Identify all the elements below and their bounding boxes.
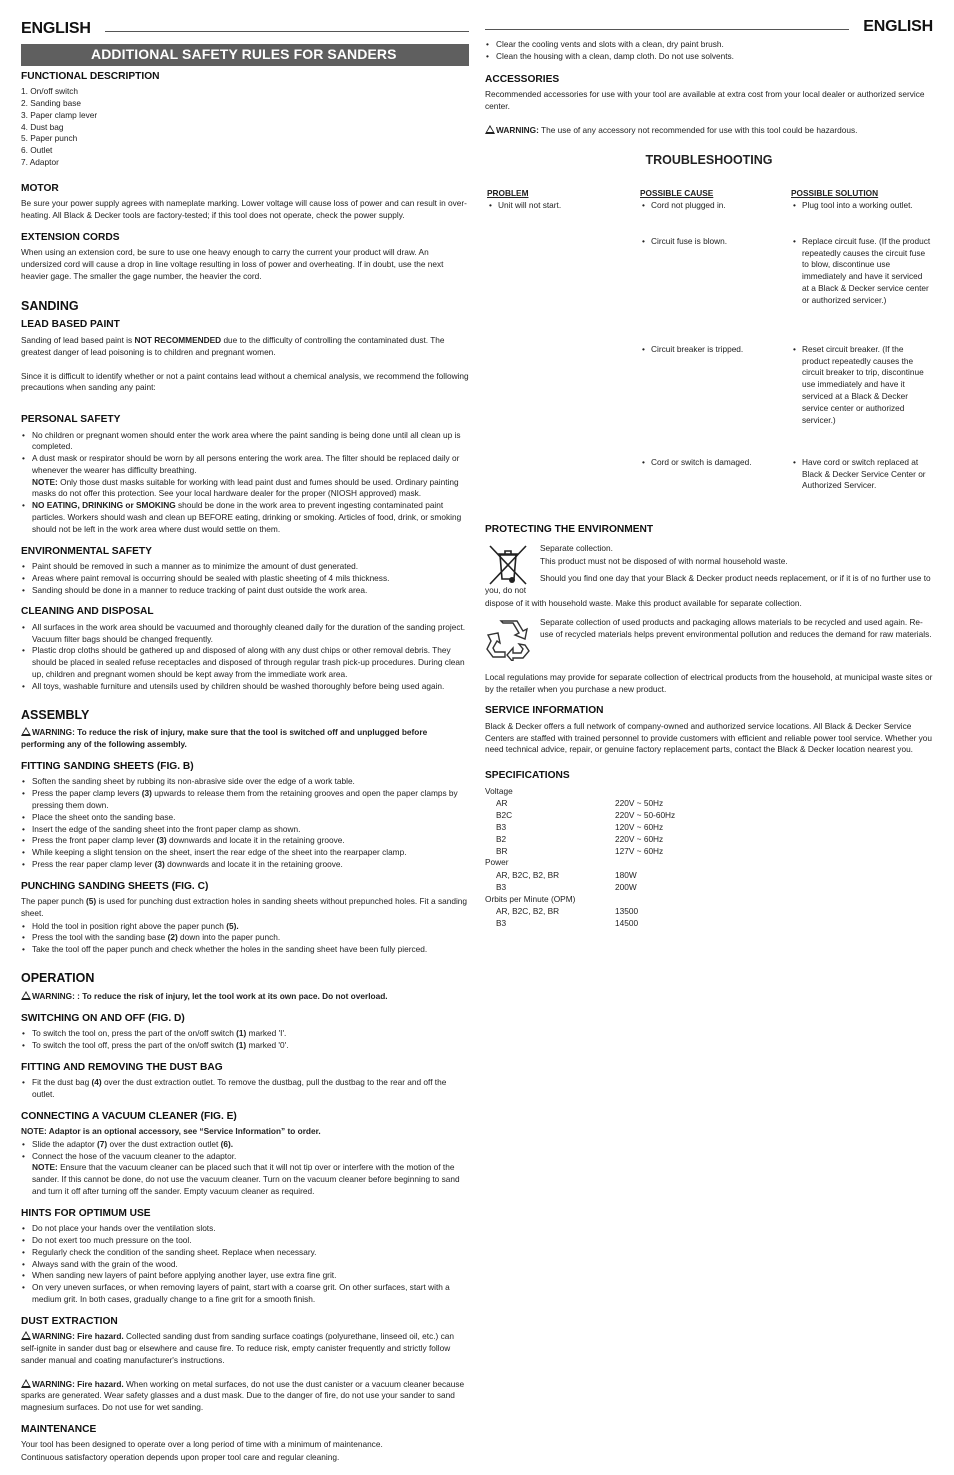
list-item: 3. Paper clamp lever — [21, 109, 98, 120]
list-item: 2. Sanding base — [21, 98, 81, 109]
environment-title: PROTECTING THE ENVIRONMENT — [485, 523, 654, 535]
list-item: • Clean the housing with a clean, damp cloth. Do not use solvents. — [485, 51, 933, 63]
spec-group-label: Orbits per Minute (OPM) — [485, 893, 576, 904]
warning-icon — [21, 991, 31, 1000]
assembly-title: ASSEMBLY — [21, 707, 90, 722]
dust-warning-2: WARNING: Fire hazard. When working on metal surfaces, do not use the dust canister or a vacuum cleaner because sparks are generated. Wear safety glasses and a dust mask. Due to the danger of fire, do not use your sander to sand magnesium surfaces. Do not use for wet sanding. — [21, 1378, 465, 1413]
list-item: • Plastic drop cloths should be gathered up and disposed of along with any dust chips or other removal debris. They should be placed in sealed refuse receptacles and disposed of through regular trash pick-up procedures. During clean up, children and pregnant women should be kept away from the immediate work area. — [21, 645, 469, 680]
list-item: • NO EATING, DRINKING or SMOKING should be done in the work area to prevent ingesting contaminated paint particles. Workers should wash and clean up BEFORE eating, drinking or smoking. Articles of food, drink, or smoking should not be left in the work area where dust would settle on them. — [21, 500, 469, 535]
list-item: • Areas where paint removal is occurring should be sealed with plastic sheeting of 4 mils thickness. — [21, 573, 469, 585]
spec-row: B3 200W — [496, 881, 637, 892]
dust-extraction-title: DUST EXTRACTION — [21, 1315, 118, 1327]
weee-text: Separate collection. This product must not be disposed of with normal household waste. — [540, 543, 788, 567]
spec-group-label: Power — [485, 857, 509, 868]
environmental-title: ENVIRONMENTAL SAFETY — [21, 545, 152, 557]
list-item: • Always sand with the grain of the wood. — [21, 1259, 469, 1271]
spec-row: BR 127V ~ 60Hz — [496, 845, 664, 856]
switching-title: SWITCHING ON AND OFF (FIG. D) — [21, 1012, 185, 1024]
environment-text-4: dispose of it with household waste. Make this product available for separate collection. — [485, 597, 802, 608]
list-item: • Hold the tool in position right above the paper punch (5). — [21, 921, 469, 933]
switching-list — [21, 1028, 469, 1052]
spec-row: B2C 220V ~ 50-60Hz — [496, 810, 676, 821]
lead-text: Sanding of lead based paint is NOT RECOMMENDED due to the difficulty of controlling the contaminated dust. The greatest danger of lead poisoning is to children and pregnant women. — [21, 334, 445, 357]
list-item: • A dust mask or respirator should be worn by all persons entering the work area. The filter should be replaced daily or whenever the wearer has difficulty breathing. NOTE: Only those dust masks suitable for working with lead paint dust and fumes should be used. Ordinary painting masks do not offer this protection. See your local hardware dealer for the proper (NIOSH approved) mask. — [21, 453, 469, 500]
list-item: • While keeping a slight tension on the sheet, insert the rear edge of the sheet into the rearpaper clamp. — [21, 847, 469, 859]
list-item: • Fit the dust bag (4) over the dust extraction outlet. To remove the dustbag, pull the dustbag to the rear and off the outlet. — [21, 1077, 469, 1101]
list-item: • Paint should be removed in such a manner as to minimize the amount of dust generated. — [21, 561, 469, 573]
list-item: • To switch the tool off, press the part of the on/off switch (1) marked '0'. — [21, 1040, 469, 1052]
punching-text: The paper punch (5) is used for punching dust extraction holes in sanding sheets without prepunched holes. Fit a sanding sheet. — [21, 896, 468, 918]
header-rule — [105, 31, 469, 32]
list-item: • Take the tool off the paper punch and check whether the holes in the sanding sheet have been fully pierced. — [21, 944, 469, 956]
service-title: SERVICE INFORMATION — [485, 705, 604, 717]
list-item: 6. Outlet — [21, 145, 53, 156]
maintenance-line-2: Continuous satisfactory operation depends upon proper tool care and regular cleaning. — [21, 1452, 340, 1463]
operation-warning: WARNING: : To reduce the risk of injury, let the tool work at its own pace. Do not overload. — [21, 991, 469, 1003]
maintenance-list — [485, 39, 933, 63]
list-item: • Insert the edge of the sanding sheet into the front paper clamp as shown. — [21, 824, 469, 836]
punching-list — [21, 921, 469, 956]
list-item: 7. Adaptor — [21, 157, 59, 168]
problem-cell: • Unit will not start. — [487, 200, 638, 212]
left-column — [21, 18, 469, 1465]
spec-row: B2 220V ~ 60Hz — [496, 833, 664, 844]
list-item: • Place the sheet onto the sanding base. — [21, 812, 469, 824]
cause-cell: • Circuit breaker is tripped. — [640, 344, 791, 356]
solution-cell: • Reset circuit breaker. (If the product repeatedly causes the circuit breaker to trip, discontinue use immediately and have it serviced at a Black & Decker service center or authorized servicer.) — [791, 344, 931, 426]
sanding-title: SANDING — [21, 298, 79, 313]
warning-icon — [21, 1331, 31, 1340]
vacuum-title: CONNECTING A VACUUM CLEANER (FIG. E) — [21, 1110, 237, 1122]
specs-title: SPECIFICATIONS — [485, 770, 570, 782]
list-item: • All surfaces in the work area should be vacuumed and thoroughly cleaned daily for the duration of the sanding project. Vacuum filter bags should be changed frequently. — [21, 622, 469, 646]
header-right — [485, 18, 933, 36]
vacuum-note: NOTE: Adaptor is an optional accessory, see “Service Information” to order. — [21, 1126, 321, 1137]
lead-text-2: Since it is difficult to identify whether or not a paint contains lead without a chemical analysis, we recommend the following precautions when sanding any paint: — [21, 370, 469, 393]
language-label: ENGLISH — [21, 19, 91, 37]
list-item: • Do not exert too much pressure on the tool. — [21, 1235, 469, 1247]
cleaning-list — [21, 622, 469, 693]
fitting-title: FITTING SANDING SHEETS (FIG. B) — [21, 760, 194, 772]
punching-title: PUNCHING SANDING SHEETS (FIG. C) — [21, 880, 209, 892]
accessories-text: Recommended accessories for use with your tool are available at extra cost from your local dealer or authorized service center. — [485, 89, 925, 111]
spec-row: AR, B2C, B2, BR 180W — [496, 870, 637, 881]
list-item: • Connect the hose of the vacuum cleaner to the adaptor. NOTE: Ensure that the vacuum cleaner can be placed such that it will not tip over or interfere with the motion of the sander. If this cannot be done, do not use the vacuum cleaner. Turn on the vacuum cleaner before beginning to sand and turn it off after turning off the sander. Empty vacuum cleaner as required. — [21, 1151, 469, 1198]
list-item: • Clear the cooling vents and slots with a clean, dry paint brush. — [485, 39, 933, 51]
list-item: • To switch the tool on, press the part of the on/off switch (1) marked 'I'. — [21, 1028, 469, 1040]
hints-title: HINTS FOR OPTIMUM USE — [21, 1207, 151, 1219]
list-item: • Sanding should be done in a manner to reduce tracking of paint dust outside the work area. — [21, 585, 469, 597]
list-item: • Regularly check the condition of the sanding sheet. Replace when necessary. — [21, 1247, 469, 1259]
lead-title: LEAD BASED PAINT — [21, 319, 120, 331]
list-item: • Press the tool with the sanding base (2) down into the paper punch. — [21, 932, 469, 944]
list-item: 4. Dust bag — [21, 121, 64, 132]
maintenance-title: MAINTENANCE — [21, 1423, 97, 1435]
list-item: • When sanding new layers of paint before applying another layer, use extra fine grit. — [21, 1270, 469, 1282]
vacuum-list — [21, 1139, 469, 1198]
list-item: • Press the front paper clamp lever (3) downwards and locate it in the retaining groove. — [21, 835, 469, 847]
cleaning-title: CLEANING AND DISPOSAL — [21, 606, 154, 618]
hints-list — [21, 1223, 469, 1305]
warning-icon — [485, 125, 495, 134]
list-item: 1. On/off switch — [21, 86, 79, 97]
table-row — [485, 236, 933, 344]
operation-title: OPERATION — [21, 971, 95, 986]
fitting-list — [21, 776, 469, 870]
specs-table — [485, 786, 933, 930]
column-header: POSSIBLE SOLUTION — [791, 188, 879, 199]
right-column — [485, 18, 933, 930]
accessories-warning: WARNING: The use of any accessory not recommended for use with this tool could be hazardous. — [485, 125, 933, 137]
recycle-text: Separate collection of used products and packaging allows materials to be recycled and used again. Re-use of recycled materials helps prevent environmental pollution and reduces the demand for raw materials. — [540, 616, 932, 639]
recycle-block — [485, 617, 933, 661]
spec-row: AR 220V ~ 50Hz — [496, 798, 664, 809]
extension-text: When using an extension cord, be sure to use one heavy enough to carry the current your product will draw. An undersized cord will cause a drop in line voltage resulting in loss of power and overheating. If in doubt, use the next heavier gage. The smaller the gage number, the heavier the cord. — [21, 247, 444, 281]
dustbag-title: FITTING AND REMOVING THE DUST BAG — [21, 1061, 223, 1073]
accessories-title: ACCESSORIES — [485, 73, 560, 85]
table-row — [485, 344, 933, 457]
list-item: • Do not place your hands over the ventilation slots. — [21, 1223, 469, 1235]
solution-cell: • Replace circuit fuse. (If the product repeatedly causes the circuit fuse to blow, discontinue use immediately and have it serviced at a Black & Decker service center or authorized servicer.) — [791, 236, 931, 307]
column-header: POSSIBLE CAUSE — [640, 188, 714, 199]
motor-title: MOTOR — [21, 182, 59, 194]
list-item: • No children or pregnant women should enter the work area where the paint sanding is being done until all clean up is completed. — [21, 430, 469, 454]
environment-text-6: Local regulations may provide for separate collection of electrical products from the household, at municipal waste sites or by the retailer when you purchase a new product. — [485, 671, 933, 694]
list-item: • Soften the sanding sheet by rubbing its non-abrasive side over the edge of a work table. — [21, 776, 469, 788]
extension-title: EXTENSION CORDS — [21, 231, 120, 243]
cause-cell: • Cord or switch is damaged. — [640, 457, 791, 469]
maintenance-line-1: Your tool has been designed to operate over a long period of time with a minimum of maintenance. — [21, 1439, 383, 1450]
warning-icon — [21, 1379, 31, 1388]
environmental-list — [21, 561, 469, 596]
functional-title: FUNCTIONAL DESCRIPTION — [21, 70, 160, 82]
header-rule — [485, 29, 849, 30]
list-item: • Press the paper clamp levers (3) upwards to release them from the retaining grooves and open the paper clamps by pressing them down. — [21, 788, 469, 812]
warning-icon — [21, 727, 31, 736]
spec-row: B3 14500 — [496, 918, 639, 929]
personal-title: PERSONAL SAFETY — [21, 414, 121, 426]
cause-cell: • Cord not plugged in. — [640, 200, 791, 212]
column-header: PROBLEM — [487, 188, 529, 199]
environment-text-3: Should you find one day that your Black & Decker product needs replacement, or if it is of no further use to you, do not — [485, 573, 931, 596]
list-item: • Press the rear paper clamp lever (3) downwards and locate it in the retaining groove. — [21, 859, 469, 871]
functional-list — [21, 86, 469, 168]
spec-group-label: Voltage — [485, 785, 513, 796]
list-item: • All toys, washable furniture and utensils used by children should be washed thoroughly before being used again. — [21, 681, 469, 693]
table-row — [485, 200, 933, 236]
section-banner: ADDITIONAL SAFETY RULES FOR SANDERS — [21, 44, 469, 66]
assembly-warning: WARNING: To reduce the risk of injury, make sure that the tool is switched off and unplugged before performing any of the following assembly. — [21, 727, 428, 750]
list-item: • On very uneven surfaces, or when removing layers of paint, start with a coarse grit. On other surfaces, start with a medium grit. In both cases, gradually change to a fine grit for a smooth finish. — [21, 1282, 469, 1306]
spec-row: B3 120V ~ 60Hz — [496, 821, 664, 832]
personal-list — [21, 430, 469, 536]
cause-cell: • Circuit fuse is blown. — [640, 236, 791, 248]
service-text: Black & Decker offers a full network of company-owned and authorized service locations. All Black & Decker Service Centers are staffed with trained personnel to provide customers with efficient and reliable power tool service. Whether you need technical advice, repair, or genuine factory replacement parts, contact the Black & Decker location nearest you. — [485, 720, 933, 755]
solution-cell: • Have cord or switch replaced at Black & Decker Service Center or Authorized Servicer. — [791, 457, 931, 492]
dust-warning-1: WARNING: Fire hazard. Collected sanding dust from sanding surface coatings (polyurethane, linseed oil, etc.) can self-ignite in sander dust bag or elsewhere and cause fire. To reduce risk, empty canister frequently and strictly follow sander manual and coating manufacturer's instructions. — [21, 1331, 454, 1365]
table-row — [485, 457, 933, 509]
troubleshooting-header — [485, 188, 933, 200]
list-item: 5. Paper punch — [21, 133, 78, 144]
recycle-icon — [485, 617, 531, 661]
header-left — [21, 18, 469, 40]
spec-row: AR, B2C, B2, BR 13500 — [496, 906, 639, 917]
solution-cell: • Plug tool into a working outlet. — [791, 200, 931, 212]
list-item: • Slide the adaptor (7) over the dust extraction outlet (6). — [21, 1139, 469, 1151]
language-label: ENGLISH — [863, 17, 933, 35]
dustbag-list — [21, 1077, 469, 1101]
crossed-bin-icon — [485, 543, 531, 587]
motor-text: Be sure your power supply agrees with nameplate marking. Lower voltage will cause loss of power and can result in over-heating. All Black & Decker tools are factory-tested; if this tool does not operate, check the power supply. — [21, 198, 467, 221]
troubleshooting-title: TROUBLESHOOTING — [645, 153, 773, 168]
